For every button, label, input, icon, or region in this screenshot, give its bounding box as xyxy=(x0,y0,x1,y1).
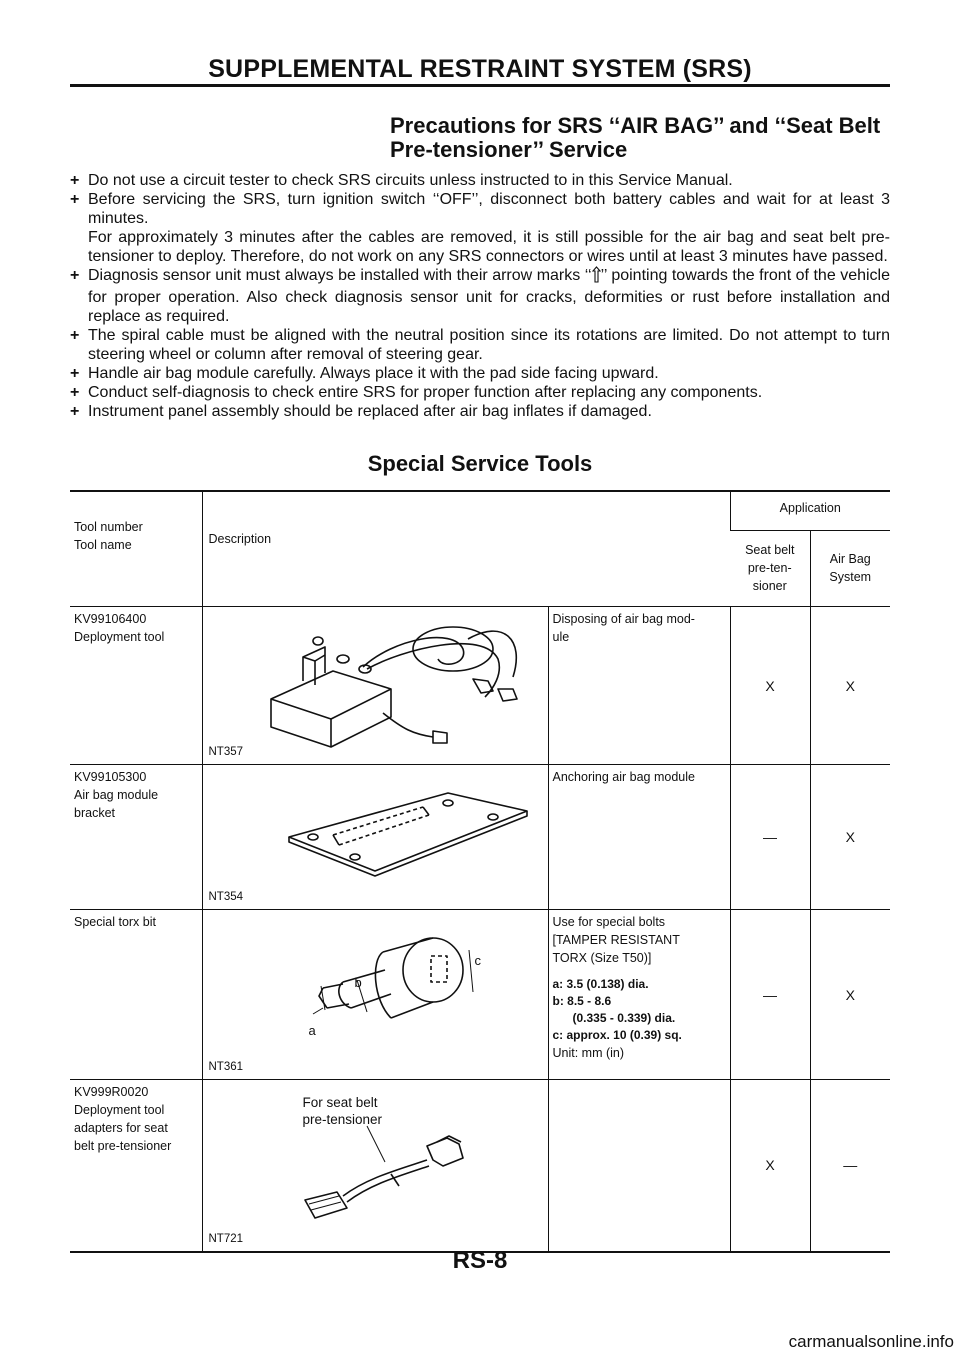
precautions-list xyxy=(70,171,890,421)
seat-belt-mark: X xyxy=(730,607,810,765)
header-tool-name: Tool name xyxy=(74,538,132,552)
special-service-tools-table xyxy=(70,490,890,1253)
special-service-tools-title: Special Service Tools xyxy=(367,451,593,476)
tool-name: bracket xyxy=(74,806,115,820)
special-torx-bit-figure xyxy=(273,930,503,1060)
tool-use-cell xyxy=(548,607,730,765)
header-air-bag xyxy=(810,530,890,606)
precaution-item xyxy=(70,190,890,266)
header-rule xyxy=(70,84,890,87)
tool-use-text: Use for special bolts xyxy=(552,915,666,929)
tool-use-text: Disposing of air bag mod- xyxy=(552,612,695,626)
tool-cell xyxy=(70,910,202,1080)
tool-cell xyxy=(70,1080,202,1252)
figure-code: NT721 xyxy=(208,1232,244,1245)
deployment-tool-figure xyxy=(263,619,533,749)
precaution-text: For approximately 3 minutes after the cables are removed, it is still possible for the air bag and seat belt pre-tensioner to deploy. Therefore, do not work on any SRS connectors or wires until at least 3 minutes have passed. xyxy=(88,229,890,265)
precaution-item xyxy=(70,266,890,326)
tool-number: KV999R0020 xyxy=(74,1085,149,1099)
tool-cell xyxy=(70,765,202,910)
header-air-bag-line: System xyxy=(829,570,872,585)
tool-spec: b: 8.5 - 8.6 xyxy=(552,994,612,1008)
precaution-text: Conduct self-diagnosis to check entire SRS for proper function after replacing any components. xyxy=(88,384,763,401)
tool-cell xyxy=(70,607,202,765)
table-row xyxy=(70,765,890,910)
page-header-title: SUPPLEMENTAL RESTRAINT SYSTEM (SRS) xyxy=(208,55,752,83)
header-description: Description xyxy=(202,491,730,607)
figure-code: NT361 xyxy=(208,1061,244,1073)
precaution-item xyxy=(70,171,890,190)
figure-callout-line: For seat belt xyxy=(302,1095,378,1110)
table-row xyxy=(70,1080,890,1252)
header-seat-belt-line: Seat belt xyxy=(745,543,795,558)
precaution-item xyxy=(70,402,890,421)
tool-spec: a: 3.5 (0.138) dia. xyxy=(552,977,649,991)
header-tool xyxy=(70,491,202,607)
figure-code: NT354 xyxy=(208,891,244,903)
front-arrow-mark-icon xyxy=(592,266,601,288)
precaution-text: Handle air bag module carefully. Always place it with the pad side facing upward. xyxy=(88,365,659,382)
precaution-item xyxy=(70,383,890,402)
seat-belt-mark: X xyxy=(730,1080,810,1252)
tool-figure-cell xyxy=(202,1080,548,1252)
precaution-item xyxy=(70,364,890,383)
tool-name: Deployment tool xyxy=(74,1103,165,1117)
watermark-link[interactable]: carmanualsonline.info xyxy=(788,1332,954,1351)
seat-belt-mark: — xyxy=(730,765,810,910)
figure-label-a: a xyxy=(308,1023,316,1038)
air-bag-mark: X xyxy=(810,910,890,1080)
tool-use-cell xyxy=(548,765,730,910)
header-seat-belt xyxy=(730,530,810,606)
tool-spec: (0.335 - 0.339) dia. xyxy=(572,1011,676,1025)
precautions-title-line-2: Pre-tensioner’’ Service xyxy=(390,137,628,162)
tool-spec: c: approx. 10 (0.39) sq. xyxy=(552,1028,682,1042)
figure-code: NT357 xyxy=(208,746,244,758)
precaution-text: Diagnosis sensor unit must always be installed with their arrow marks ‘‘ xyxy=(88,267,592,284)
seat-belt-mark: — xyxy=(730,910,810,1080)
deployment-tool-adapter-figure xyxy=(287,1120,487,1230)
tool-name: Deployment tool xyxy=(74,630,165,644)
header-air-bag-line: Air Bag xyxy=(829,552,871,567)
air-bag-module-bracket-figure xyxy=(283,787,533,877)
tool-use-text: TORX (Size T50)] xyxy=(552,951,652,965)
tool-number: KV99106400 xyxy=(74,612,147,626)
tool-name: belt pre-tensioner xyxy=(74,1139,172,1153)
precaution-text: Do not use a circuit tester to check SRS circuits unless instructed to in this Service Manual. xyxy=(88,172,733,189)
tool-figure-cell xyxy=(202,910,548,1080)
header-tool-number: Tool number xyxy=(74,520,143,534)
air-bag-mark: X xyxy=(810,607,890,765)
precautions-title xyxy=(390,114,910,162)
precaution-text: + Before servicing the SRS, turn ignition switch ‘‘OFF’’, disconnect both battery cables and wait for at least 3 minutes. xyxy=(88,191,890,227)
air-bag-mark: — xyxy=(810,1080,890,1252)
figure-label-b: b xyxy=(354,975,362,990)
tool-figure-cell xyxy=(202,765,548,910)
precaution-item xyxy=(70,326,890,364)
precautions-title-line-1: Precautions for SRS ‘‘AIR BAG’’ and ‘‘Seat Belt xyxy=(390,113,881,138)
page-number: RS-8 xyxy=(452,1247,508,1274)
table-header-row xyxy=(70,491,890,530)
tool-name: Air bag module xyxy=(74,788,159,802)
tool-use-text: Anchoring air bag module xyxy=(552,770,695,784)
air-bag-mark: X xyxy=(810,765,890,910)
header-application: Application xyxy=(730,491,890,530)
tool-use-cell xyxy=(548,1080,730,1252)
header-seat-belt-line: pre-ten- xyxy=(747,561,792,576)
tool-name: Special torx bit xyxy=(74,915,156,929)
precaution-text: ’’ pointing towards the front of the vehicle for proper operation. Also check diagnosis sensor unit for cracks, deformities or rust before installation and replace as required. xyxy=(88,267,891,325)
header-seat-belt-line: sioner xyxy=(752,579,787,594)
tool-figure-cell xyxy=(202,607,548,765)
tool-use-text: ule xyxy=(552,630,570,644)
tool-use-cell xyxy=(548,910,730,1080)
tool-use-text: [TAMPER RESISTANT xyxy=(552,933,680,947)
figure-callout-line: pre-tensioner xyxy=(302,1112,383,1127)
tool-unit: Unit: mm (in) xyxy=(552,1046,625,1060)
precaution-text: Instrument panel assembly should be replaced after air bag inflates if damaged. xyxy=(88,403,652,420)
tool-name: adapters for seat xyxy=(74,1121,168,1135)
tool-number: KV99105300 xyxy=(74,770,147,784)
precaution-text: The spiral cable must be aligned with the neutral position since its rotations are limited. Do not attempt to turn steering wheel or column after removal of steering gear. xyxy=(88,327,890,363)
figure-label-c: c xyxy=(474,953,481,968)
table-row xyxy=(70,910,890,1080)
table-row xyxy=(70,607,890,765)
